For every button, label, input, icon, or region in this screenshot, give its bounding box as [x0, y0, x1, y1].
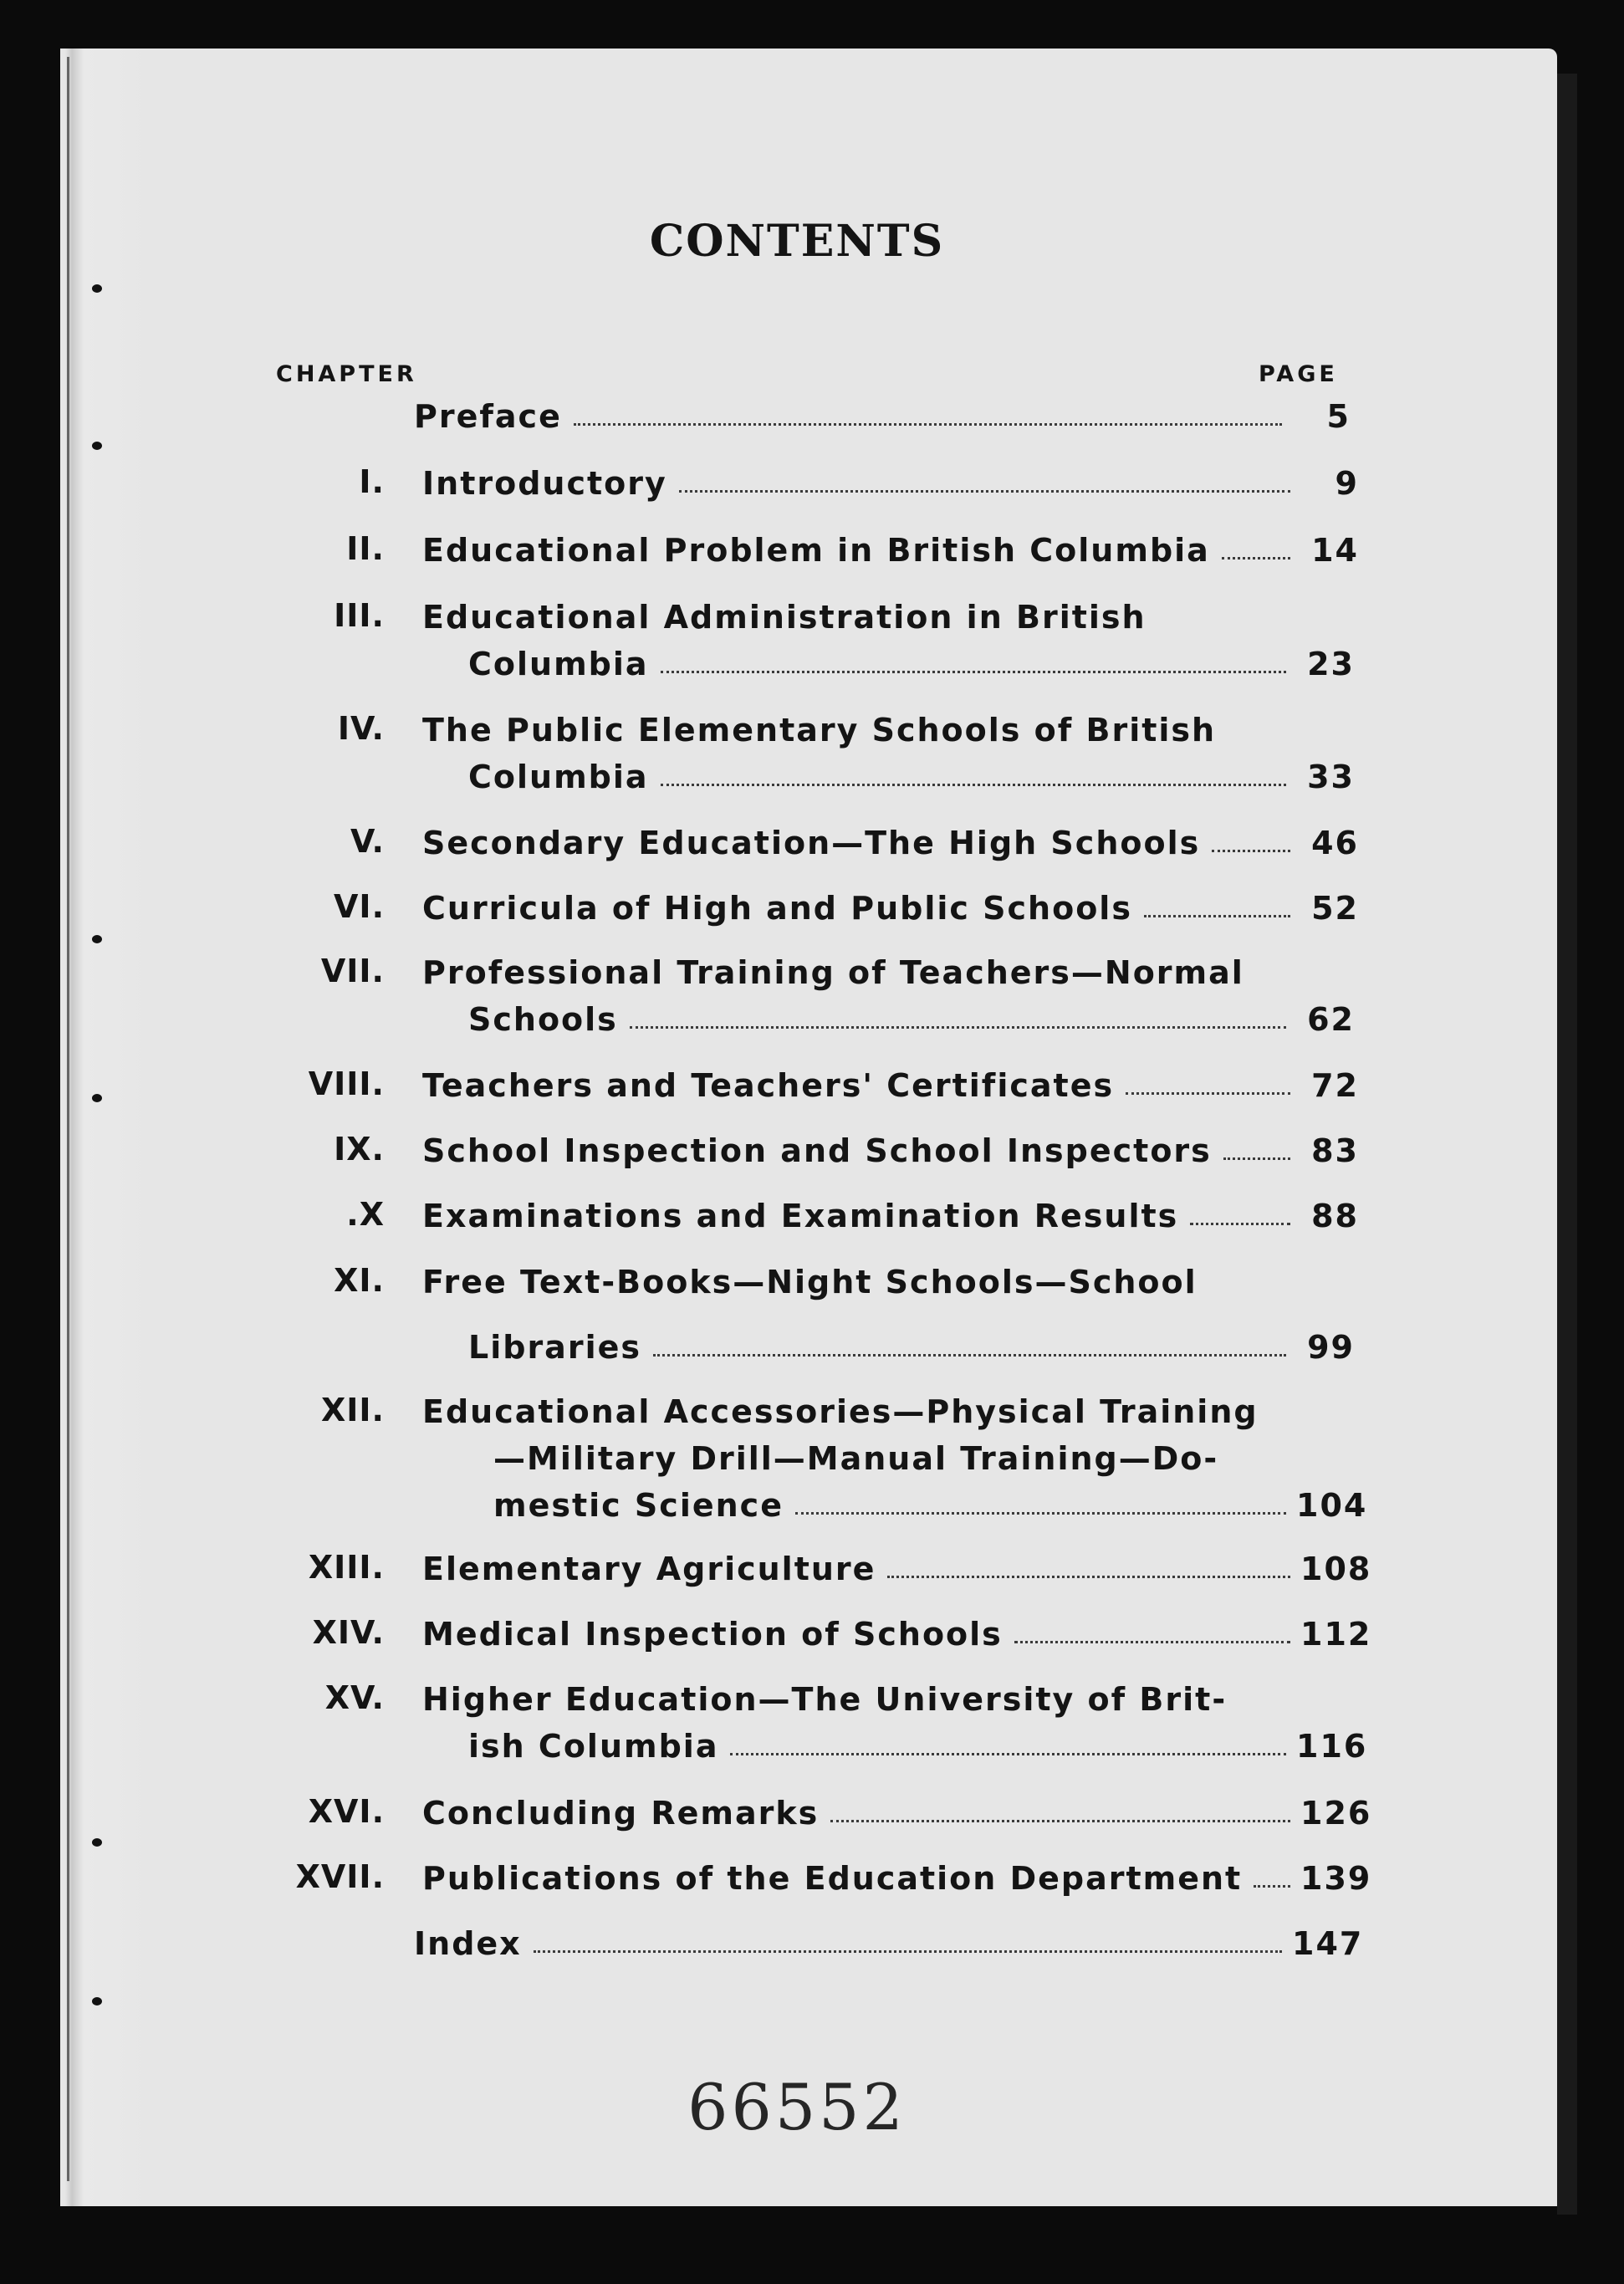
dot-leader — [661, 783, 1286, 786]
binding-line — [67, 57, 69, 2181]
dot-leader — [1223, 1157, 1290, 1160]
entry-title-text: Columbia — [468, 646, 649, 682]
entry-title-text: Free Text-Books—Night Schools—School — [422, 1264, 1198, 1300]
page-column-header: PAGE — [1259, 361, 1338, 387]
entry-title-text: Educational Problem in British Columbia — [422, 532, 1210, 569]
entry-title-line — [422, 460, 1359, 502]
entry-title-line — [422, 820, 1359, 861]
binding-hole — [92, 935, 102, 943]
dot-leader — [534, 1949, 1282, 1953]
chapter-number: III. — [334, 597, 385, 634]
chapter-number: VIII. — [308, 1065, 385, 1102]
entry-title-continuation — [468, 641, 1355, 682]
entry-title-text: The Public Elementary Schools of British — [422, 712, 1217, 749]
dot-leader — [679, 489, 1290, 493]
entry-title-continuation — [468, 754, 1355, 795]
dot-leader — [1126, 1091, 1290, 1095]
entry-title-line — [422, 949, 1359, 991]
entry-title-text: Elementary Agriculture — [422, 1551, 876, 1587]
binding-hole — [92, 284, 102, 293]
dot-leader — [1144, 914, 1290, 917]
entry-title-text: Introductory — [422, 465, 667, 502]
entry-title-text: Schools — [468, 1001, 618, 1038]
entry-title-text: Teachers and Teachers' Certificates — [422, 1067, 1115, 1104]
entry-title-line — [422, 1855, 1372, 1897]
dot-leader — [1222, 556, 1290, 560]
page-number: 126 — [1300, 1795, 1372, 1832]
entry-title-line — [422, 527, 1359, 569]
binding-hole — [92, 1094, 102, 1102]
page-number: 72 — [1311, 1067, 1359, 1104]
page-number: 88 — [1311, 1198, 1359, 1234]
chapter-number: XV. — [324, 1679, 385, 1716]
page-number: 9 — [1335, 465, 1359, 502]
dot-leader — [653, 1353, 1286, 1357]
chapter-column-header: CHAPTER — [276, 361, 417, 387]
entry-title-continuation — [468, 996, 1355, 1038]
dot-leader — [730, 1752, 1286, 1755]
entry-title-line — [414, 1920, 1364, 1962]
chapter-number: XI. — [334, 1262, 385, 1299]
accession-number: 66552 — [687, 2070, 906, 2144]
entry-title-line — [422, 707, 1359, 749]
entry-title-continuation — [493, 1435, 1355, 1477]
dot-leader — [795, 1511, 1286, 1515]
entry-title-text: ish Columbia — [468, 1728, 719, 1765]
entry-title-line — [422, 1546, 1372, 1587]
binding-hole — [92, 1997, 102, 2006]
entry-title-line — [422, 1259, 1359, 1300]
entry-title-text: Preface — [414, 398, 562, 435]
chapter-number: VI. — [334, 888, 385, 925]
chapter-number: XIII. — [308, 1549, 385, 1586]
chapter-number: XVI. — [308, 1793, 385, 1830]
entry-title-line — [422, 1193, 1359, 1234]
entry-title-line — [414, 393, 1351, 435]
entry-title-line — [422, 1611, 1372, 1653]
dot-leader — [1190, 1222, 1290, 1225]
chapter-number: XII. — [320, 1392, 385, 1428]
page-number: 116 — [1296, 1728, 1368, 1765]
entry-title-line — [422, 1127, 1359, 1169]
dot-leader — [574, 422, 1282, 426]
chapter-number: XIV. — [312, 1614, 385, 1651]
chapter-number: .X — [346, 1196, 385, 1233]
entry-title-continuation — [468, 1723, 1368, 1765]
entry-title-text: —Military Drill—Manual Training—Do- — [493, 1440, 1219, 1477]
entry-title-text: Concluding Remarks — [422, 1795, 820, 1832]
chapter-number: V. — [350, 823, 385, 860]
entry-title-text: School Inspection and School Inspectors — [422, 1132, 1212, 1169]
page-number: 46 — [1311, 825, 1359, 861]
page-number: 112 — [1300, 1616, 1372, 1653]
entry-title-text: mestic Science — [493, 1487, 784, 1524]
entry-title-line — [422, 1388, 1359, 1430]
dot-leader — [830, 1819, 1290, 1822]
entry-title-text: Curricula of High and Public Schools — [422, 890, 1132, 927]
page-number: 139 — [1300, 1860, 1372, 1897]
page-binding — [60, 49, 154, 2206]
page-number: 52 — [1311, 890, 1359, 927]
page-number: 62 — [1307, 1001, 1355, 1038]
entry-title-text: Index — [414, 1925, 522, 1962]
entry-title-continuation — [468, 1324, 1355, 1366]
page-number: 104 — [1296, 1487, 1368, 1524]
entry-title-text: Higher Education—The University of Brit- — [422, 1681, 1228, 1718]
entry-title-text: Examinations and Examination Results — [422, 1198, 1179, 1234]
page-number: 83 — [1311, 1132, 1359, 1169]
page-edge-shadow — [1557, 74, 1577, 2215]
dot-leader — [630, 1025, 1286, 1029]
page-number: 99 — [1307, 1329, 1355, 1366]
page-number: 23 — [1307, 646, 1355, 682]
entry-title-text: Educational Administration in British — [422, 599, 1147, 636]
entry-title-text: Professional Training of Teachers—Normal — [422, 954, 1244, 991]
chapter-number: VII. — [320, 953, 385, 989]
dot-leader — [1254, 1884, 1290, 1888]
entry-title-line — [422, 1790, 1372, 1832]
chapter-number: I. — [359, 463, 385, 500]
page-number: 33 — [1307, 759, 1355, 795]
entry-title-text: Secondary Education—The High Schools — [422, 825, 1201, 861]
entry-title-line — [422, 1062, 1359, 1104]
chapter-number: II. — [346, 530, 385, 567]
chapter-number: XVII. — [295, 1858, 385, 1895]
page-number: 14 — [1311, 532, 1359, 569]
dot-leader — [661, 670, 1286, 673]
entry-title-text: Libraries — [468, 1329, 641, 1366]
page-number: 108 — [1300, 1551, 1372, 1587]
entry-title-text: Publications of the Education Department — [422, 1860, 1243, 1897]
binding-hole — [92, 1838, 102, 1847]
chapter-number: IV. — [337, 710, 385, 747]
entry-title-line — [422, 885, 1359, 927]
entry-title-text: Columbia — [468, 759, 649, 795]
entry-title-text: Medical Inspection of Schools — [422, 1616, 1003, 1653]
chapter-number: IX. — [334, 1131, 385, 1168]
entry-title-line — [422, 1676, 1359, 1718]
entry-title-line — [422, 594, 1359, 636]
dot-leader — [1212, 849, 1290, 852]
page-title: CONTENTS — [649, 216, 945, 267]
entry-title-text: Educational Accessories—Physical Training — [422, 1393, 1259, 1430]
binding-hole — [92, 442, 102, 450]
entry-title-continuation — [493, 1482, 1368, 1524]
page-number: 5 — [1326, 398, 1351, 435]
dot-leader — [887, 1575, 1290, 1578]
dot-leader — [1014, 1640, 1290, 1643]
page-number: 147 — [1292, 1925, 1364, 1962]
